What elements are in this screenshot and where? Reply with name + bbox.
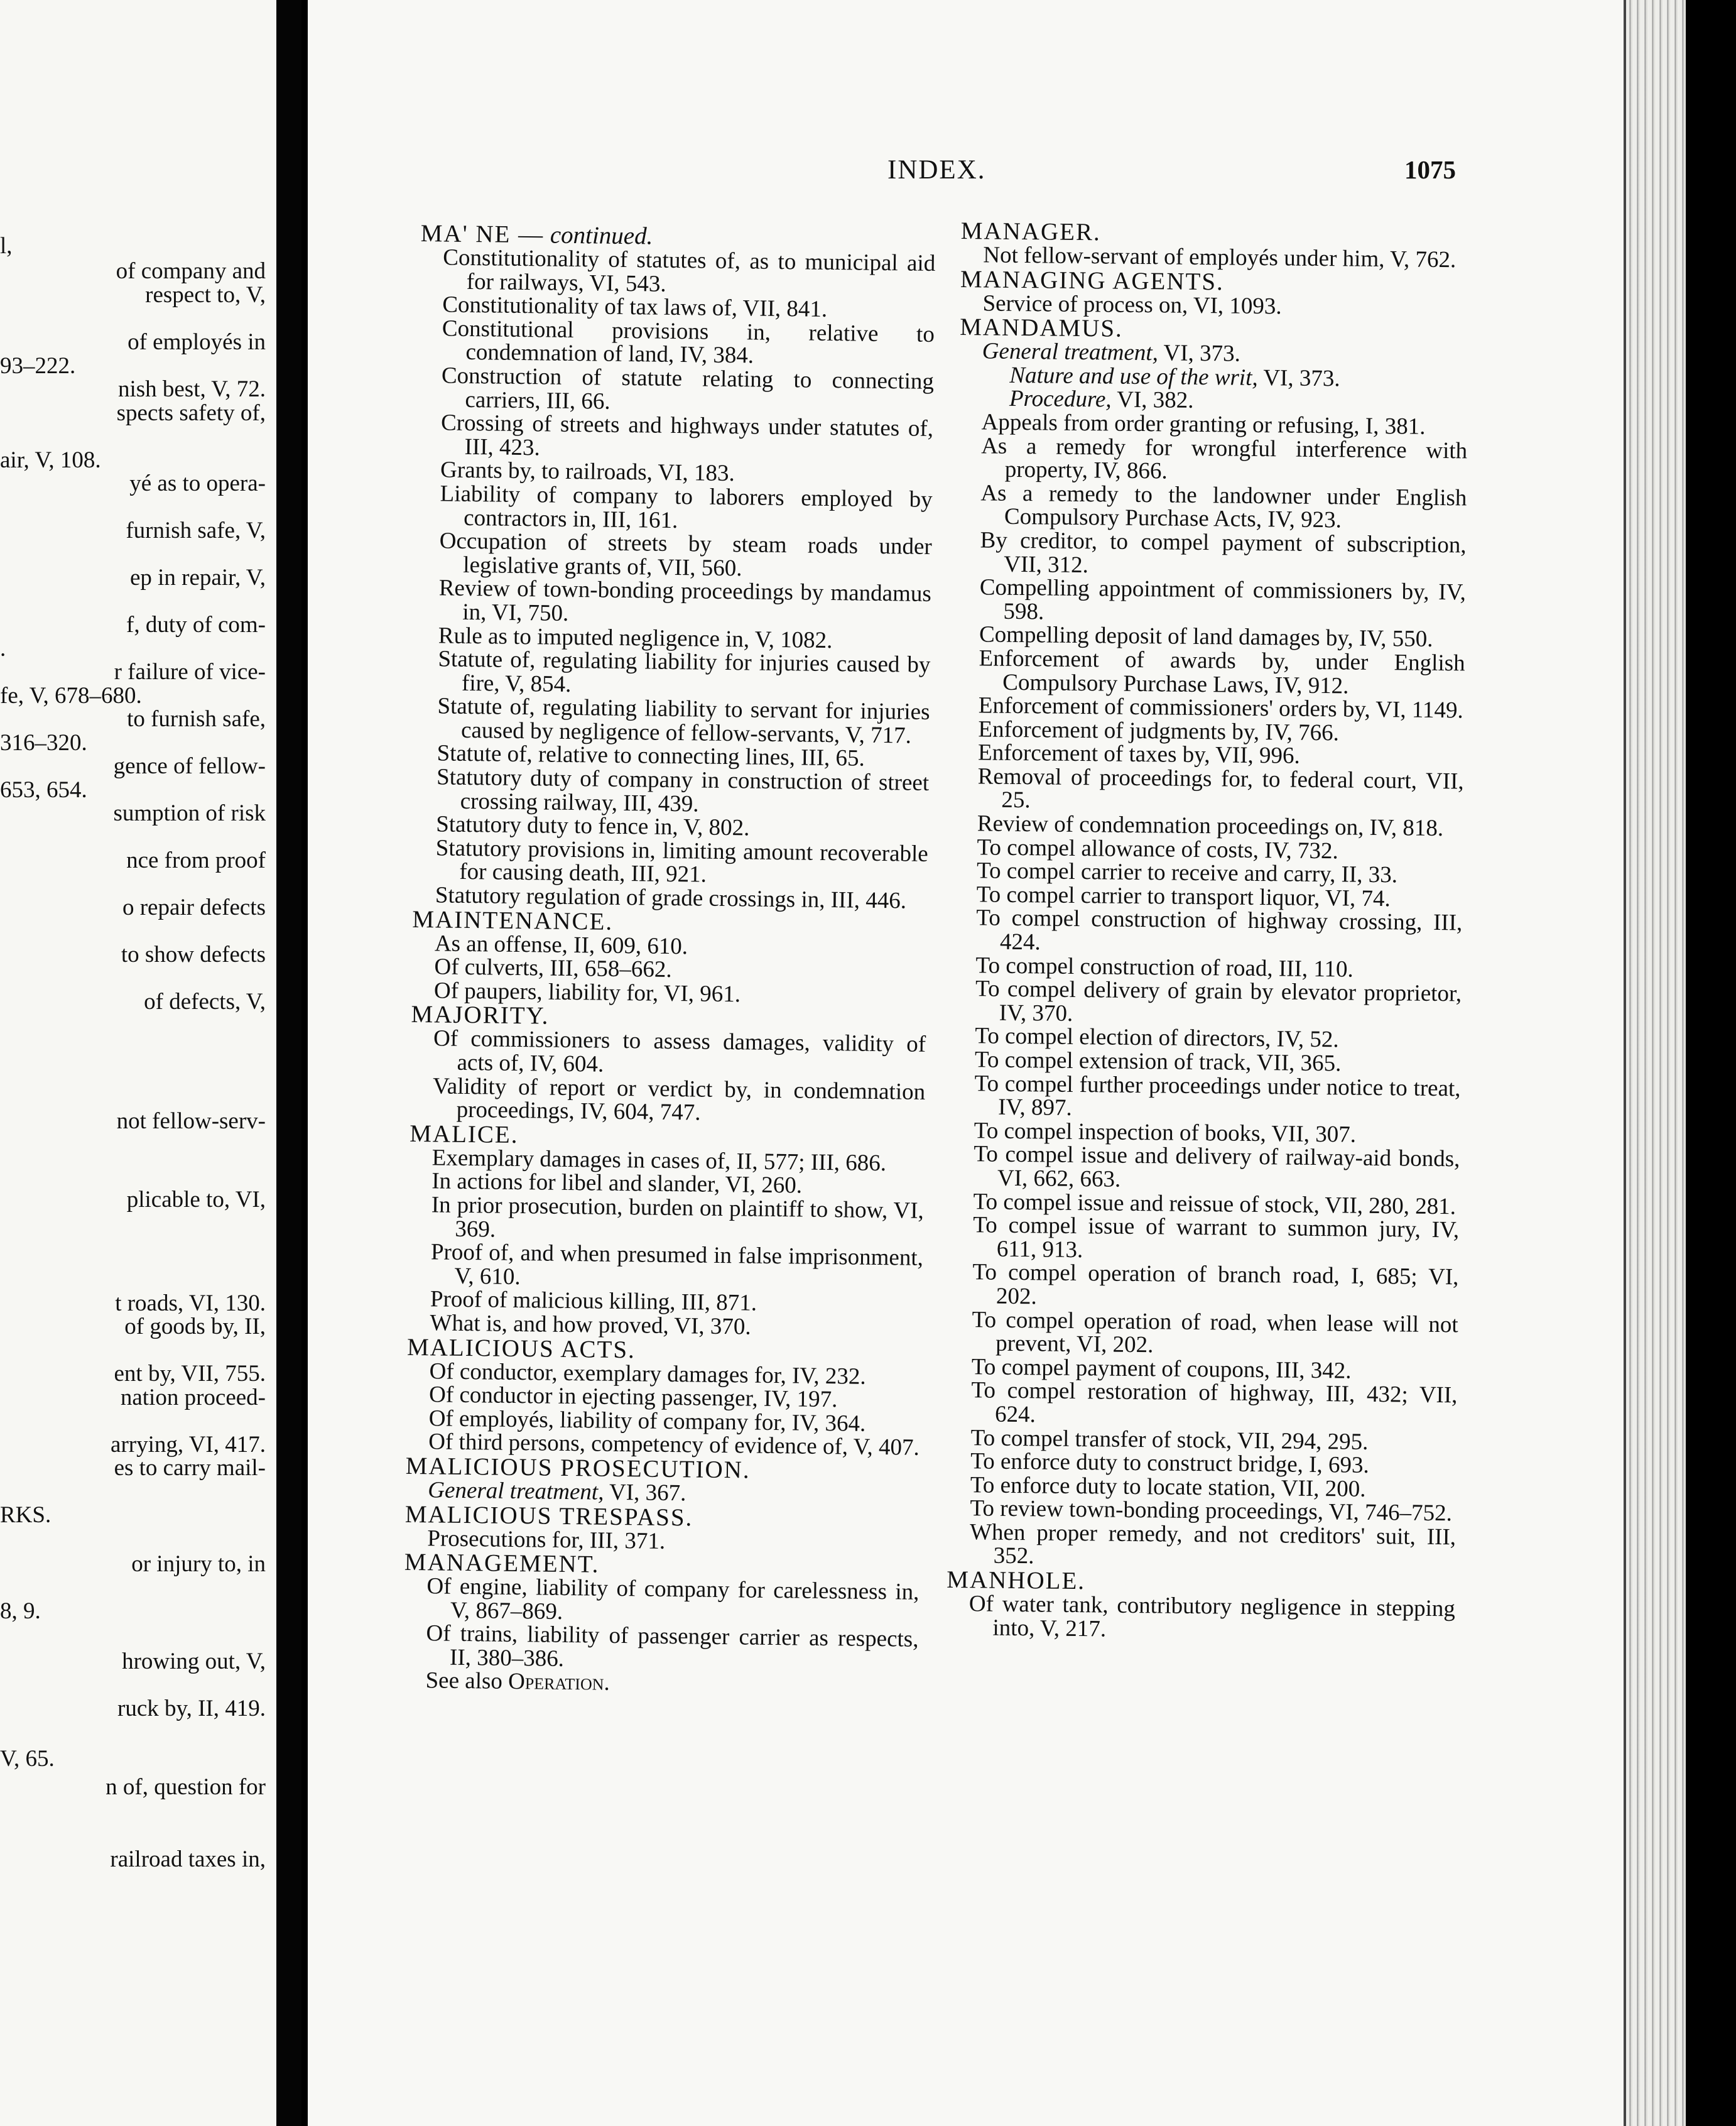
subentry-text: To compel issue and delivery of railway-aid bonds, VI, 662, 663.	[974, 1141, 1460, 1192]
facing-page-text: 653, 654.	[0, 777, 87, 803]
facing-page-text: 8, 9.	[0, 1598, 41, 1624]
facing-page-text: r failure of vice-	[114, 659, 266, 685]
facing-page-text: .	[0, 636, 6, 662]
facing-page-text: sumption of risk	[113, 800, 266, 826]
subentry-text: Of trains, liability of passenger carrier as respects, II, 380–386.	[426, 1620, 919, 1672]
subentry-text: To compel operation of branch road, I, 685; VI, 202.	[972, 1259, 1459, 1310]
subentry-text: VI, 382.	[1111, 386, 1194, 414]
subentry-text: To compel carrier to receive and carry, II, 33.	[976, 858, 1398, 888]
subentry-text: Removal of proceedings for, to federal court, VII, 25.	[977, 763, 1464, 814]
facing-page-text: of defects, V,	[144, 989, 266, 1015]
subentry-text: Review of town-bonding proceedings by mandamus in, VI, 750.	[438, 575, 932, 626]
subentry-text: To review town-bonding proceedings, VI, 746–752.	[970, 1495, 1453, 1527]
index-subentry	[953, 906, 1463, 959]
facing-page-text: t roads, VI, 130.	[115, 1290, 266, 1316]
heading-text: MANAGING AGENTS.	[960, 265, 1225, 295]
heading-text: MALICIOUS TRESPASS.	[404, 1500, 693, 1531]
index-subentry	[946, 1592, 1455, 1645]
heading-text: MANAGER.	[960, 217, 1101, 246]
heading-text: MALICE.	[409, 1120, 519, 1148]
subentry-text: Of engine, liability of company for carelessness in, V, 867–869.	[426, 1573, 920, 1625]
facing-page-text: ruck by, II, 419.	[117, 1696, 266, 1721]
index-subentry	[403, 1622, 919, 1675]
subentry-text: Statute of, regulating liability for injuries caused by fire, V, 854.	[438, 646, 931, 697]
facing-page-text: arrying, VI, 417.	[111, 1432, 266, 1458]
index-subentry	[414, 765, 930, 819]
index-column-left	[403, 221, 936, 1699]
facing-page-fragment	[0, 0, 279, 2126]
subentry-text: Of conductor in ejecting passenger, IV, 197.	[428, 1382, 838, 1413]
italic-label: General treatment,	[428, 1477, 604, 1505]
facing-page-text: ep in repair, V,	[129, 565, 266, 591]
facing-page-text: yé as to opera-	[129, 471, 266, 496]
subentry-text: VI, 373.	[1158, 340, 1241, 367]
subentry-text: Proof of malicious killing, III, 871.	[430, 1286, 757, 1317]
page-edges	[1624, 0, 1686, 2126]
subentry-text: What is, and how proved, VI, 370.	[430, 1310, 751, 1340]
heading-text: MAJORITY.	[411, 1001, 550, 1030]
facing-page-text: nish best, V, 72.	[117, 376, 266, 402]
index-subentry	[413, 836, 928, 890]
facing-page-text: furnish safe, V,	[126, 518, 266, 543]
index-subentry	[955, 765, 1464, 817]
subentry-text: Construction of statute relating to connecting carriers, III, 66.	[441, 363, 935, 415]
subentry-text: To compel carrier to transport liquor, VI, 74.	[976, 881, 1391, 912]
subentry-text: To compel further proceedings under notice to treat, IV, 897.	[974, 1070, 1461, 1121]
subentry-text: Of third persons, competency of evidence of, V, 407.	[428, 1429, 920, 1461]
subentry-text: To compel transfer of stock, VII, 294, 295.	[970, 1424, 1369, 1455]
cross-reference: Operation.	[507, 1669, 610, 1696]
subentry-text: Prosecutions for, III, 371.	[427, 1525, 666, 1554]
subentry-text: Crossing of streets and highways under statutes of, III, 423.	[440, 410, 934, 461]
subentry-text: To compel payment of coupons, III, 342.	[971, 1353, 1352, 1384]
facing-page-text: spects safety of,	[116, 400, 266, 426]
facing-page-text: 316–320.	[0, 730, 87, 756]
index-subentry	[418, 411, 933, 464]
subentry-text: Review of condemnation proceedings on, IV, 818.	[977, 810, 1444, 842]
facing-page-text: gence of fellow-	[113, 753, 266, 779]
subentry-text: Constitutionality of statutes of, as to municipal aid for railways, VI, 543.	[443, 244, 936, 297]
index-subentry	[408, 1240, 923, 1294]
subentry-text: Enforcement of taxes by, VII, 996.	[977, 739, 1301, 769]
facing-page-text: respect to, V,	[145, 282, 266, 308]
heading-text: MAINTENANCE.	[412, 905, 614, 935]
index-subentry	[408, 1193, 924, 1246]
subentry-text: As a remedy for wrongful interference with property, IV, 866.	[981, 432, 1468, 484]
subentry-text: To compel construction of highway crossing, III, 424.	[976, 905, 1463, 956]
subentry-text: Statutory duty of company in construction of street crossing railway, III, 439.	[436, 764, 930, 817]
index-subentry	[952, 1072, 1461, 1125]
page-number: 1075	[1404, 155, 1456, 184]
subentry-text: See also	[425, 1667, 509, 1695]
facing-page-text: railroad taxes in,	[110, 1846, 266, 1872]
subentry-text: Statutory regulation of grade crossings in, III, 446.	[435, 882, 907, 914]
heading-text: MALICIOUS PROSECUTION.	[405, 1452, 751, 1484]
subentry-text: By creditor, to compel payment of subscription, VII, 312.	[980, 527, 1467, 578]
index-subentry	[416, 529, 932, 582]
subentry-text: VI, 373.	[1257, 364, 1340, 392]
subentry-text: Validity of report or verdict by, in condemnation proceedings, IV, 604, 747.	[432, 1072, 926, 1126]
index-subentry	[947, 1520, 1457, 1573]
continued-note: continued.	[543, 221, 653, 250]
subentry-text: Statutory provisions in, limiting amount recoverable for causing death, III, 921.	[435, 835, 929, 888]
subentry-text: Rule as to imputed negligence in, V, 1082.	[438, 622, 833, 653]
index-subentry	[417, 482, 933, 535]
subentry-text: VI, 367.	[604, 1479, 686, 1507]
index-subentry	[958, 434, 1468, 487]
index-subentry	[418, 364, 934, 417]
subentry-text: Statute of, regulating liability to servant for injuries caused by negligence of fellow-servants, V, 717.	[437, 693, 930, 749]
subentry-text: To compel extension of track, VII, 365.	[974, 1047, 1342, 1077]
index-subentry	[416, 576, 931, 630]
facing-page-text: n of, question for	[106, 1774, 266, 1800]
subentry-text: Appeals from order granting or refusing, I, 381.	[981, 409, 1426, 440]
facing-page-text: RKS.	[0, 1502, 52, 1528]
subentry-text: To compel delivery of grain by elevator proprietor, IV, 370.	[975, 976, 1462, 1027]
facing-page-text: or injury to, in	[131, 1551, 266, 1577]
subentry-text: Statutory duty to fence in, V, 802.	[436, 811, 750, 841]
index-subentry	[419, 317, 935, 370]
subentry-text: Statute of, relative to connecting lines, III, 65.	[437, 740, 865, 772]
facing-page-text: nce from proof	[126, 848, 266, 873]
facing-page-text: hrowing out, V,	[122, 1649, 266, 1674]
facing-page-text: es to carry mail-	[114, 1455, 266, 1481]
subentry-text: Compelling appointment of commissioners by, IV, 598.	[979, 574, 1467, 625]
subentry-text: When proper remedy, and not creditors' suit, III, 352.	[969, 1519, 1457, 1569]
subentry-text: As a remedy to the landowner under English Compulsory Purchase Acts, IV, 923.	[980, 480, 1467, 533]
subentry-text: In actions for libel and slander, VI, 260.	[431, 1168, 803, 1199]
subentry-text: Constitutional provisions in, relative to condemnation of land, IV, 384.	[442, 315, 935, 369]
running-head: INDEX.	[887, 155, 986, 185]
subentry-text: Of commissioners to assess damages, validity of acts of, IV, 604.	[433, 1025, 926, 1077]
subentry-text: Service of process on, VI, 1093.	[982, 290, 1282, 319]
index-subentry	[415, 694, 930, 748]
subentry-text: Liability of company to laborers employed by contractors in, III, 161.	[440, 481, 933, 533]
subentry-text: Occupation of streets by steam roads under legislative grants of, VII, 560.	[439, 528, 932, 582]
subentry-text: Of paupers, liability for, VI, 961.	[433, 978, 741, 1008]
index-subentry	[953, 977, 1462, 1030]
subentry-text: To compel issue of warrant to summon jury, IV, 611, 913.	[973, 1212, 1460, 1263]
subentry-text: Of water tank, contributory negligence in stepping into, V, 217.	[968, 1591, 1456, 1642]
facing-page-text: air, V, 108.	[0, 447, 101, 473]
subentry-text: To compel inspection of books, VII, 307.	[974, 1118, 1357, 1148]
index-subentry	[950, 1260, 1459, 1313]
index-subentry	[949, 1307, 1458, 1360]
index-subentry	[957, 575, 1466, 628]
index-subentry	[957, 528, 1467, 581]
subentry-text: To enforce duty to locate station, VII, 200.	[970, 1471, 1366, 1502]
facing-page-text: to furnish safe,	[127, 706, 266, 732]
facing-page-text: not fellow-serv-	[116, 1108, 266, 1134]
heading-text: MANAGEMENT.	[404, 1548, 600, 1578]
index-subentry	[951, 1142, 1460, 1195]
subentry-text: Proof of, and when presumed in false imprisonment, V, 610.	[430, 1239, 924, 1290]
index-subentry	[410, 1074, 925, 1127]
subentry-text: Of conductor, exemplary damages for, IV, 232.	[429, 1358, 866, 1390]
book-gutter	[276, 0, 301, 2126]
subentry-text: To compel construction of road, III, 110.	[975, 952, 1354, 983]
facing-page-text: nation proceed-	[120, 1385, 266, 1410]
facing-page-text: plicable to, VI,	[126, 1187, 266, 1213]
index-subentry	[420, 246, 936, 299]
facing-page-text: of company and	[116, 258, 266, 284]
subentry-text: Of culverts, III, 658–662.	[434, 954, 672, 983]
facing-page-text: of goods by, II,	[124, 1314, 266, 1339]
subentry-text: To compel operation of road, when lease will not prevent, VI, 202.	[972, 1306, 1458, 1358]
subentry-text: Compelling deposit of land damages by, IV, 550.	[979, 621, 1433, 653]
italic-label: General treatment,	[982, 338, 1159, 366]
subentry-text: Of employés, liability of company for, IV, 364.	[428, 1405, 866, 1437]
subentry-text: Exemplary damages in cases of, II, 577; III, 686.	[431, 1145, 887, 1176]
facing-page-text: ent by, VII, 755.	[114, 1361, 266, 1387]
index-subentry	[948, 1378, 1458, 1431]
heading-text: MA' NE —	[420, 220, 545, 249]
index-subentry	[415, 647, 931, 700]
heading-text: MANHOLE.	[947, 1566, 1086, 1595]
italic-label: Nature and use of the writ,	[1009, 362, 1258, 391]
subentry-text: Grants by, to railroads, VI, 183.	[440, 457, 735, 487]
index-column-right	[946, 219, 1470, 1645]
facing-page-text: o repair defects	[122, 895, 266, 920]
facing-page-text: f, duty of com-	[126, 612, 266, 638]
subentry-text: Enforcement of commissioners' orders by, VI, 1149.	[978, 692, 1463, 724]
facing-page-text: fe, V, 678–680.	[0, 683, 142, 709]
index-subentry	[950, 1213, 1460, 1266]
index-subentry	[404, 1574, 920, 1628]
subentry-text: In prior prosecution, burden on plaintiff to show, VI, 369.	[431, 1192, 925, 1243]
italic-label: Procedure,	[1009, 386, 1112, 413]
facing-page-text: 93–222.	[0, 353, 76, 379]
facing-page-text: V, 65.	[0, 1746, 55, 1772]
subentry-text: Enforcement of awards by, under English Compulsory Purchase Laws, IV, 912.	[979, 645, 1465, 699]
subentry-text: To compel election of directors, IV, 52.	[975, 1023, 1339, 1053]
heading-text: MALICIOUS ACTS.	[406, 1333, 636, 1363]
subentry-text: To compel issue and reissue of stock, VII, 280, 281.	[973, 1188, 1457, 1219]
facing-page-text: to show defects	[121, 942, 266, 968]
subentry-text: As an offense, II, 609, 610.	[434, 930, 688, 959]
subentry-text: To enforce duty to construct bridge, I, 693.	[970, 1448, 1369, 1479]
facing-page-text: l,	[0, 233, 13, 259]
subentry-text: Not fellow-servant of employés under him, V, 762.	[983, 242, 1457, 273]
subentry-text: To compel restoration of highway, III, 432; VII, 624.	[971, 1377, 1458, 1428]
subentry-text: To compel allowance of costs, IV, 732.	[977, 834, 1338, 864]
subentry-text: Enforcement of judgments by, IV, 766.	[978, 716, 1340, 746]
facing-page-text: of employés in	[127, 329, 266, 355]
index-subentry	[958, 481, 1467, 534]
subentry-text: Constitutionality of tax laws of, VII, 841.	[442, 292, 828, 323]
index-subentry	[410, 1027, 926, 1080]
heading-text: MANDAMUS.	[959, 313, 1124, 342]
index-subentry	[956, 646, 1465, 699]
